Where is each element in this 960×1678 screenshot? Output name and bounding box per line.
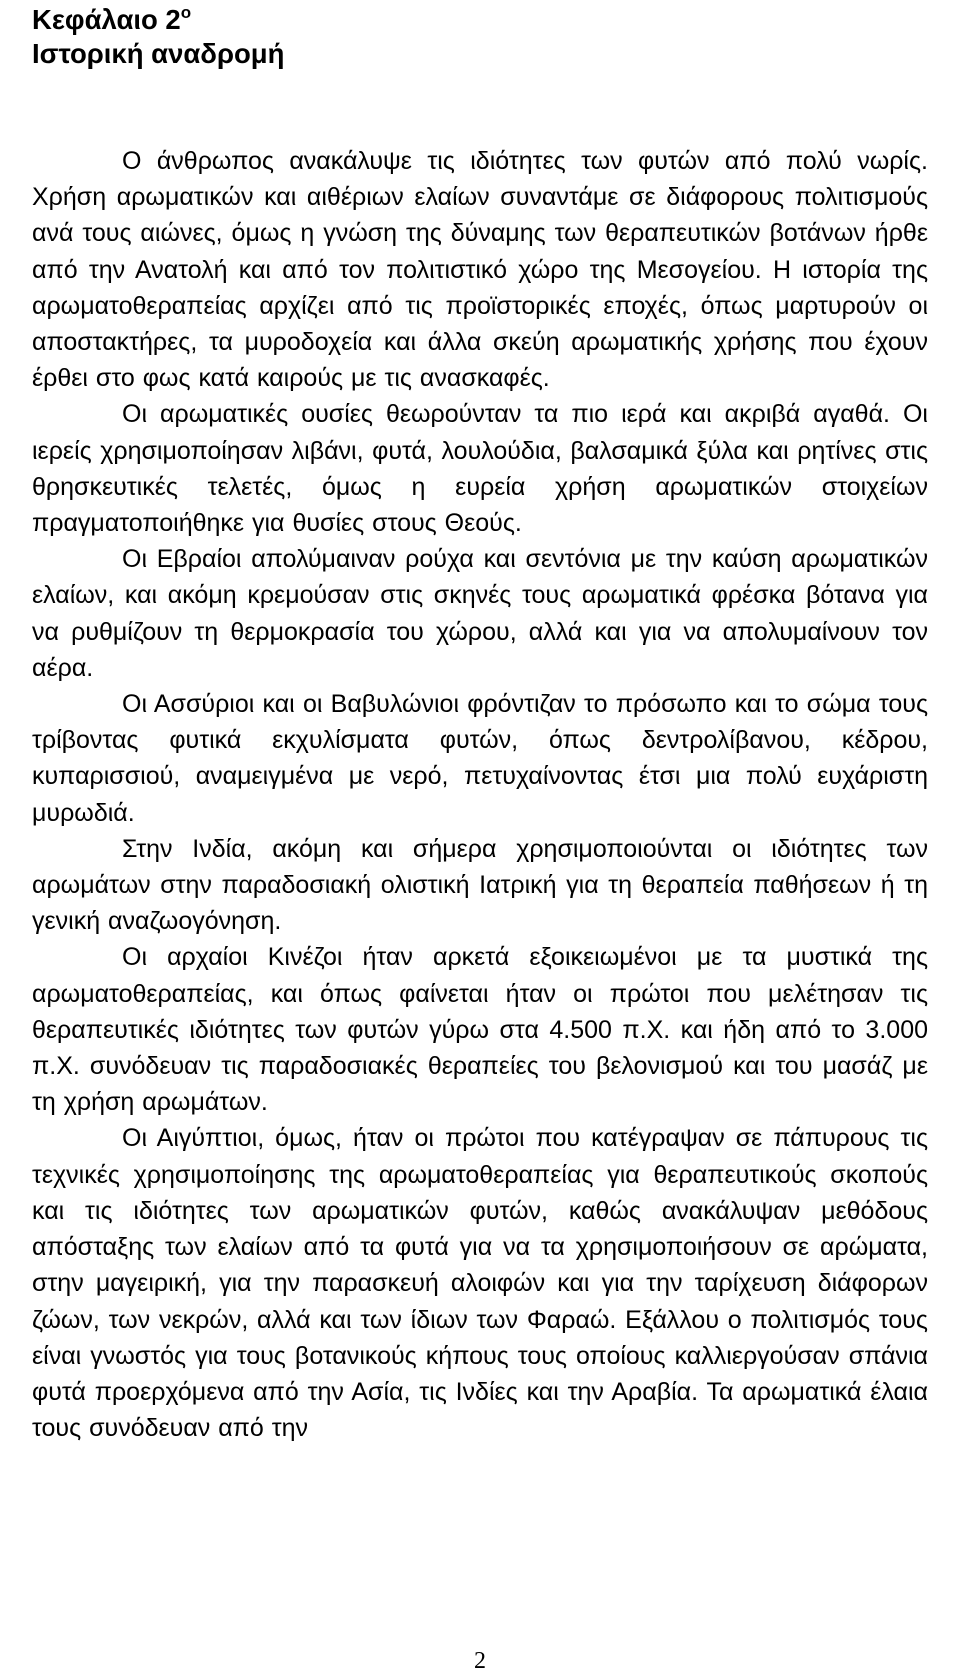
body-text (32, 143, 928, 1446)
paragraph: Οι Εβραίοι απολύμαιναν ρούχα και σεντόνια με την καύση αρωματικών ελαίων, και ακόμη κρεμούσαν στις σκηνές τους αρωματικά φρέσκα βότανα για να ρυθμίζουν τη θερμοκρασία του χώρου, αλλά και για να απολυμαίνουν τον αέρα. (32, 545, 928, 682)
paragraph: Οι Ασσύριοι και οι Βαβυλώνιοι φρόντιζαν το πρόσωπο και το σώμα τους τρίβοντας φυτικά εκχυλίσματα φυτών, όπως δεντρολίβανου, κέδρου, κυπαρισσιού, αναμειγμένα με νερό, πετυχαίνοντας έτσι μια πολύ ευχάριστη μυρωδιά. (32, 690, 928, 827)
chapter-heading (32, 3, 928, 37)
chapter-label: Κεφάλαιο 2 (32, 4, 181, 35)
paragraph: Στην Ινδία, ακόμη και σήμερα χρησιμοποιούνται οι ιδιότητες των αρωμάτων στην παραδοσιακή ολιστική Ιατρική για τη θεραπεία παθήσεων ή τη γενική αναζωογόνηση. (32, 834, 928, 936)
paragraph: Ο άνθρωπος ανακάλυψε τις ιδιότητες των φυτών από πολύ νωρίς. Χρήση αρωματικών και αιθέριων ελαίων συναντάμε σε διάφορους πολιτισμούς ανά τους αιώνες, όμως η γνώση της δύναμης των θεραπευτικών βοτάνων ήρθε από την Ανατολή και από τον πολιτιστικό χώρο της Μεσογείου. Η ιστορία της αρωματοθεραπείας αρχίζει από τις προϊστορικές εποχές, όπως μαρτυρούν οι αποστακτήρες, τα μυροδοχεία και άλλα σκεύη αρωματικής χρήσης που έχουν έρθει στο φως κατά καιρούς με τις ανασκαφές. (32, 147, 928, 393)
paragraph: Οι αρωματικές ουσίες θεωρούνταν τα πιο ιερά και ακριβά αγαθά. Οι ιερείς χρησιμοποίησαν λιβάνι, φυτά, λουλούδια, βαλσαμικά ξύλα και ρητίνες στις θρησκευτικές τελετές, όμως η ευρεία χρήση αρωματικών στοιχείων πραγματοποιήθηκε για θυσίες στους Θεούς. (32, 400, 928, 538)
page-number: 2 (474, 1648, 486, 1674)
document-page (32, 0, 928, 1446)
paragraph: Οι αρχαίοι Κινέζοι ήταν αρκετά εξοικειωμένοι με τα μυστικά της αρωματοθεραπείας, και όπως φαίνεται ήταν οι πρώτοι που μελέτησαν τις θεραπευτικές ιδιότητες των φυτών γύρω στα 4.500 π.Χ. και ήδη από το 3.000 π.Χ. συνόδευαν τις παραδοσιακές θεραπείες του βελονισμού και του μασάζ με τη χρήση αρωμάτων. (32, 943, 928, 1117)
chapter-title: Ιστορική αναδρομή (32, 38, 285, 69)
paragraph: Οι Αιγύπτιοι, όμως, ήταν οι πρώτοι που κατέγραψαν σε πάπυρους τις τεχνικές χρησιμοποίησης της αρωματοθεραπείας για θεραπευτικούς σκοπούς και τις ιδιότητες των αρωματικών φυτών, καθώς ανακάλυψαν μεθόδους απόσταξης των ελαίων από τα φυτά για να τα χρησιμοποιήσουν σε αρώματα, στην μαγειρική, για την παρασκευή αλοιφών και για την ταρίχευση διάφορων ζώων, των νεκρών, αλλά και των ίδιων των Φαραώ. Εξάλλου ο πολιτισμός τους είναι γνωστός για τους βοτανικούς κήπους τους οποίους καλλιεργούσαν σπάνια φυτά προερχόμενα από την Ασία, τις Ινδίες και την Αραβία. Τα αρωματικά έλαια τους συνόδευαν από την (32, 1124, 928, 1443)
chapter-superscript: ο (180, 3, 192, 22)
